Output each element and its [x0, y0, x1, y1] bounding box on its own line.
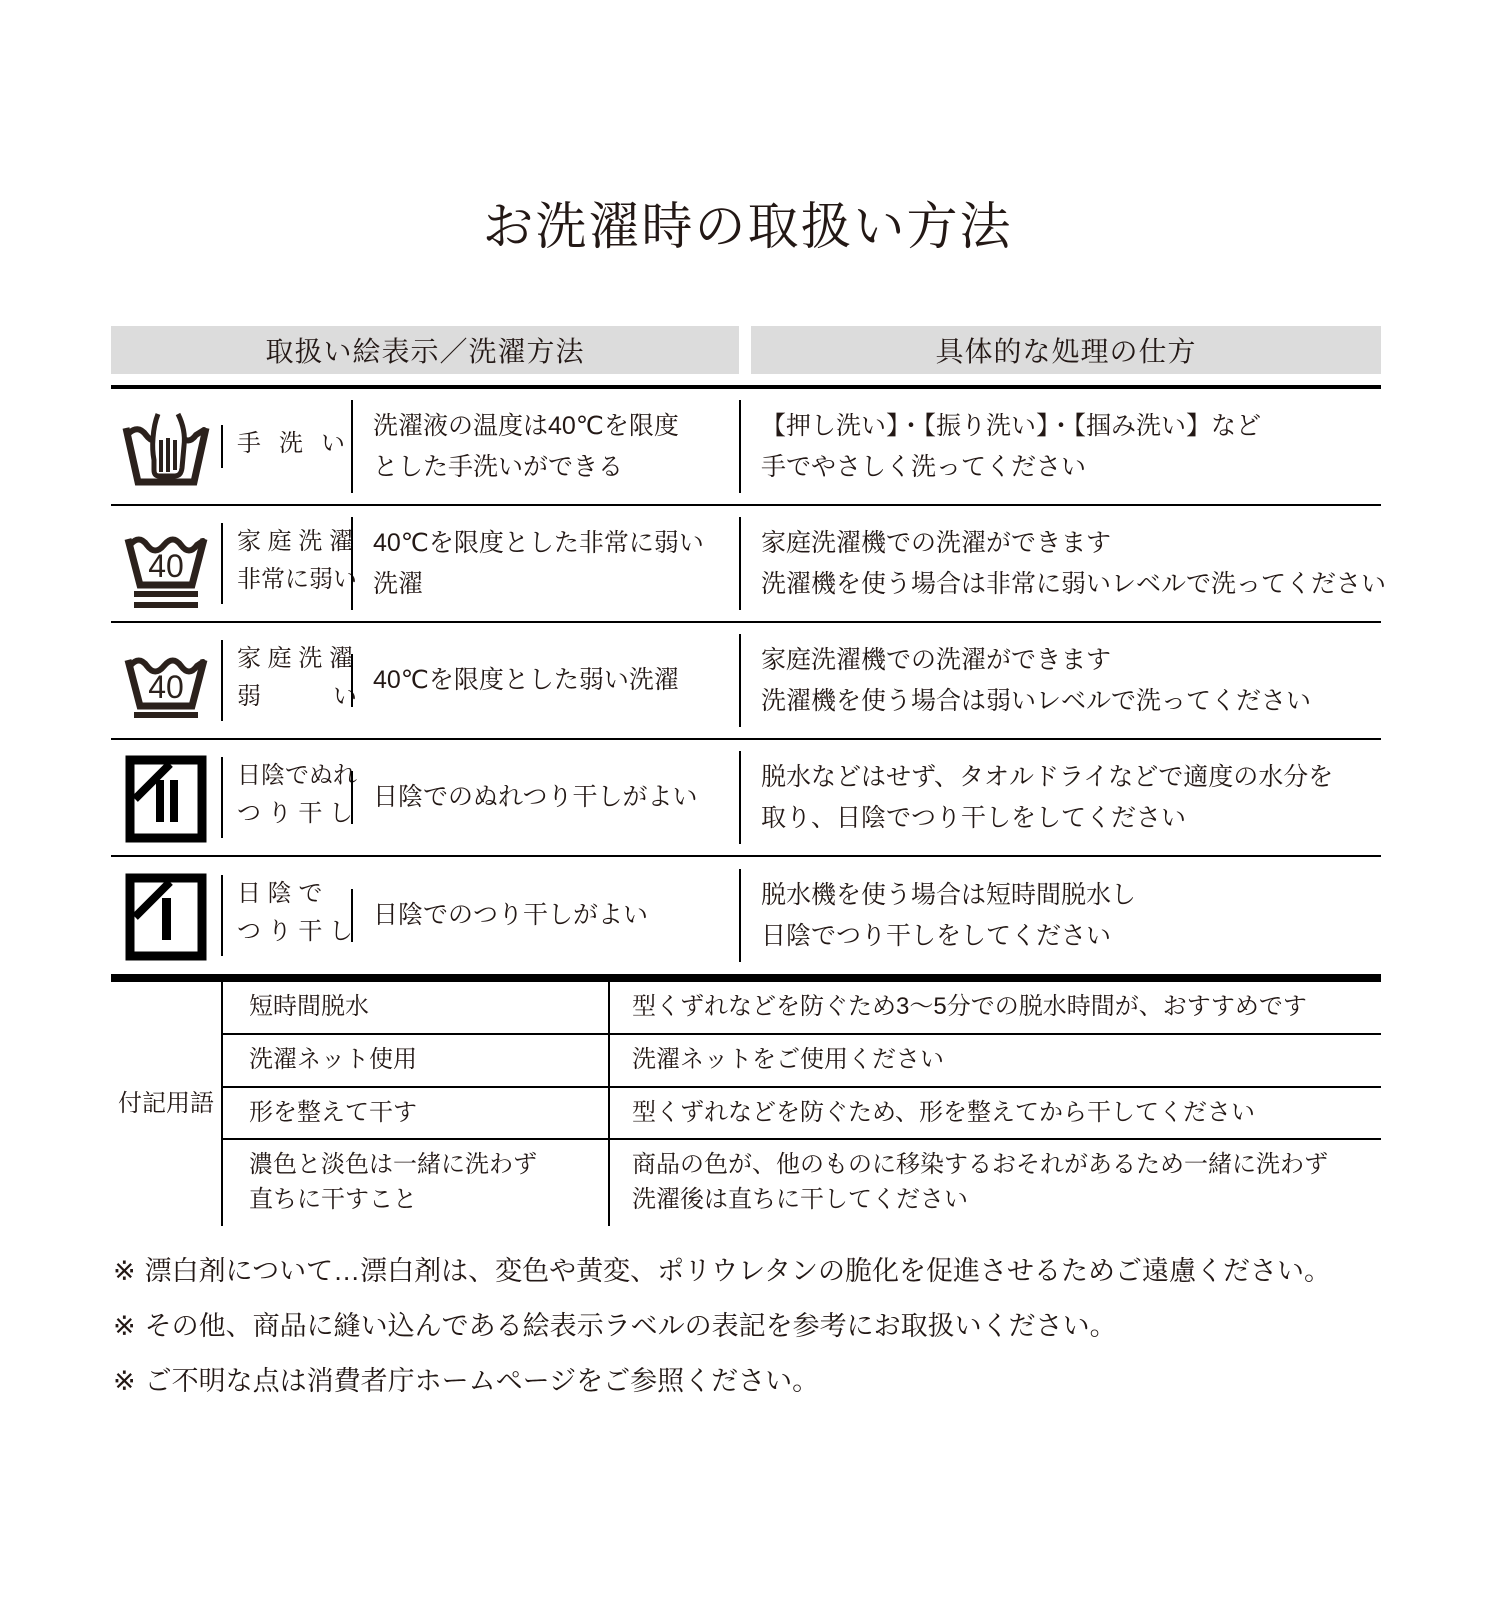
supplementary-label-char: 用 [166, 1089, 190, 1117]
icon-temperature-label: 40 [148, 547, 184, 584]
care-description-line: 40℃を限度とした非常に弱い [373, 529, 704, 557]
care-detail-line: 日陰でつり干しをしてください [761, 921, 1112, 950]
care-name-line: 日 陰 で [237, 880, 323, 908]
drip-dry-shade-icon [123, 752, 209, 844]
care-rows [111, 385, 1387, 978]
icon-temperature-label: 40 [148, 668, 184, 705]
supplementary-terms-section [111, 978, 1381, 1226]
care-detail-line: 洗濯機を使う場合は弱いレベルで洗ってください [761, 686, 1312, 715]
care-description-line: 40℃を限度とした弱い洗濯 [373, 666, 679, 695]
supplementary-explanation-line: 商品の色が、他のものに移染するおそれがあるため一緒に洗わず [632, 1151, 1328, 1179]
footnote [113, 1368, 1413, 1395]
care-name-line: 日陰でぬれ [237, 762, 357, 790]
care-name-line: つ り 干 し [237, 917, 354, 945]
supplementary-term [223, 1088, 608, 1139]
care-description [351, 889, 739, 942]
supplementary-row [223, 1088, 1381, 1141]
care-detail [739, 751, 1381, 844]
care-name-line: つ り 干 し [237, 799, 354, 827]
care-detail [739, 400, 1381, 493]
care-detail-line: 脱水機を使う場合は短時間脱水し [761, 881, 1137, 909]
care-name [221, 523, 357, 603]
icon-cell [111, 623, 221, 738]
care-description-line: 日陰でのぬれつり干しがよい [373, 783, 698, 812]
supplementary-label-char: 付 [118, 1089, 142, 1117]
supplementary-term [223, 982, 608, 1033]
care-name [221, 875, 354, 955]
supplementary-explanation-line: 洗濯後は直ちに干してください [632, 1186, 968, 1214]
supplementary-term-line: 直ちに干すこと [249, 1186, 417, 1214]
care-description [351, 771, 739, 824]
care-description-line: とした手洗いができる [373, 452, 624, 481]
hand-wash-icon [120, 404, 212, 490]
supplementary-explanation-line: 洗濯ネットをご使用ください [632, 1045, 944, 1073]
machine-wash-40-very-gentle-icon [120, 519, 212, 609]
supplementary-row [223, 982, 1381, 1035]
supplementary-term-line: 短時間脱水 [249, 993, 369, 1020]
care-detail-line: 洗濯機を使う場合は非常に弱いレベルで洗ってください [761, 569, 1387, 598]
care-description-line: 洗濯 [373, 569, 424, 598]
supplementary-explanation [608, 1035, 1381, 1086]
table-header-row [111, 326, 1381, 374]
footnote-text: その他、商品に縫い込んである絵表示ラベルの表記を参考にお取扱いください。 [144, 1311, 1117, 1341]
table-row [111, 857, 1381, 974]
care-detail-line: 脱水などはせず、タオルドライなどで適度の水分を [761, 763, 1334, 791]
header-cell-symbols: 取扱い絵表示／洗濯方法 [111, 326, 739, 374]
icon-cell [111, 857, 221, 974]
care-detail-line: 取り、日陰でつり干しをしてください [761, 803, 1187, 832]
care-detail [739, 634, 1381, 727]
footnote-mark-icon: ※ [113, 1256, 136, 1286]
supplementary-term-line: 形を整えて干す [249, 1098, 417, 1126]
supplementary-label-char: 語 [190, 1089, 214, 1117]
footnote-text: 漂白剤について…漂白剤は、変色や黄変、ポリウレタンの脆化を促進させるためご遠慮ください。 [144, 1256, 1332, 1286]
care-name [221, 757, 357, 837]
icon-cell [111, 389, 221, 504]
care-description [351, 517, 739, 610]
footnotes [113, 1258, 1413, 1423]
supplementary-explanation [608, 1140, 1381, 1226]
care-name [221, 425, 351, 468]
care-description-line: 日陰でのつり干しがよい [373, 901, 649, 930]
care-name-line: 弱 い [237, 682, 357, 710]
care-name-line: 家 庭 洗 濯 [237, 528, 354, 556]
care-detail [739, 869, 1381, 962]
care-detail-line: 【押し洗い】・【振り洗い】・【掴み洗い】など [761, 412, 1262, 440]
supplementary-explanation [608, 1088, 1381, 1139]
footnote [113, 1258, 1413, 1285]
care-detail [739, 517, 1394, 610]
footnote-mark-icon: ※ [113, 1311, 136, 1341]
supplementary-term-line: 濃色と淡色は一緒に洗わず [249, 1151, 537, 1179]
icon-cell [111, 506, 221, 621]
header-cell-details: 具体的な処理の仕方 [751, 326, 1381, 374]
supplementary-body [221, 982, 1381, 1226]
footnote-mark-icon: ※ [113, 1366, 136, 1396]
care-name-line: 手 洗 い [237, 429, 345, 457]
table-row [111, 389, 1381, 506]
supplementary-label [111, 982, 221, 1226]
supplementary-explanation-line: 型くずれなどを防ぐため3〜5分での脱水時間が、おすすめです [632, 993, 1307, 1020]
care-detail-line: 手でやさしく洗ってください [761, 452, 1087, 481]
supplementary-row [223, 1035, 1381, 1088]
care-description [351, 400, 739, 493]
line-dry-shade-icon [123, 870, 209, 962]
table-row [111, 506, 1387, 623]
care-description-line: 洗濯液の温度は40℃を限度 [373, 412, 679, 440]
supplementary-row [223, 1140, 1381, 1226]
footnote [113, 1313, 1413, 1340]
supplementary-label-char: 記 [142, 1089, 166, 1117]
care-name-line: 家 庭 洗 濯 [237, 645, 354, 673]
care-detail-line: 家庭洗濯機での洗濯ができます [761, 646, 1112, 674]
icon-cell [111, 740, 221, 855]
table-row [111, 623, 1381, 740]
care-description [351, 654, 739, 707]
supplementary-term [223, 1035, 608, 1086]
care-name [221, 640, 357, 720]
supplementary-term-line: 洗濯ネット使用 [249, 1045, 417, 1073]
machine-wash-40-gentle-icon [120, 640, 212, 722]
supplementary-explanation-line: 型くずれなどを防ぐため、形を整えてから干してください [632, 1098, 1256, 1126]
page-title: お洗濯時の取扱い方法 [482, 198, 1013, 255]
table-row [111, 740, 1381, 857]
supplementary-explanation [608, 982, 1381, 1033]
footnote-text: ご不明な点は消費者庁ホームページをご参照ください。 [144, 1366, 820, 1396]
care-name-line: 非常に弱い [237, 565, 357, 593]
care-detail-line: 家庭洗濯機での洗濯ができます [761, 529, 1112, 557]
care-table [111, 326, 1387, 1226]
supplementary-term [223, 1140, 608, 1226]
